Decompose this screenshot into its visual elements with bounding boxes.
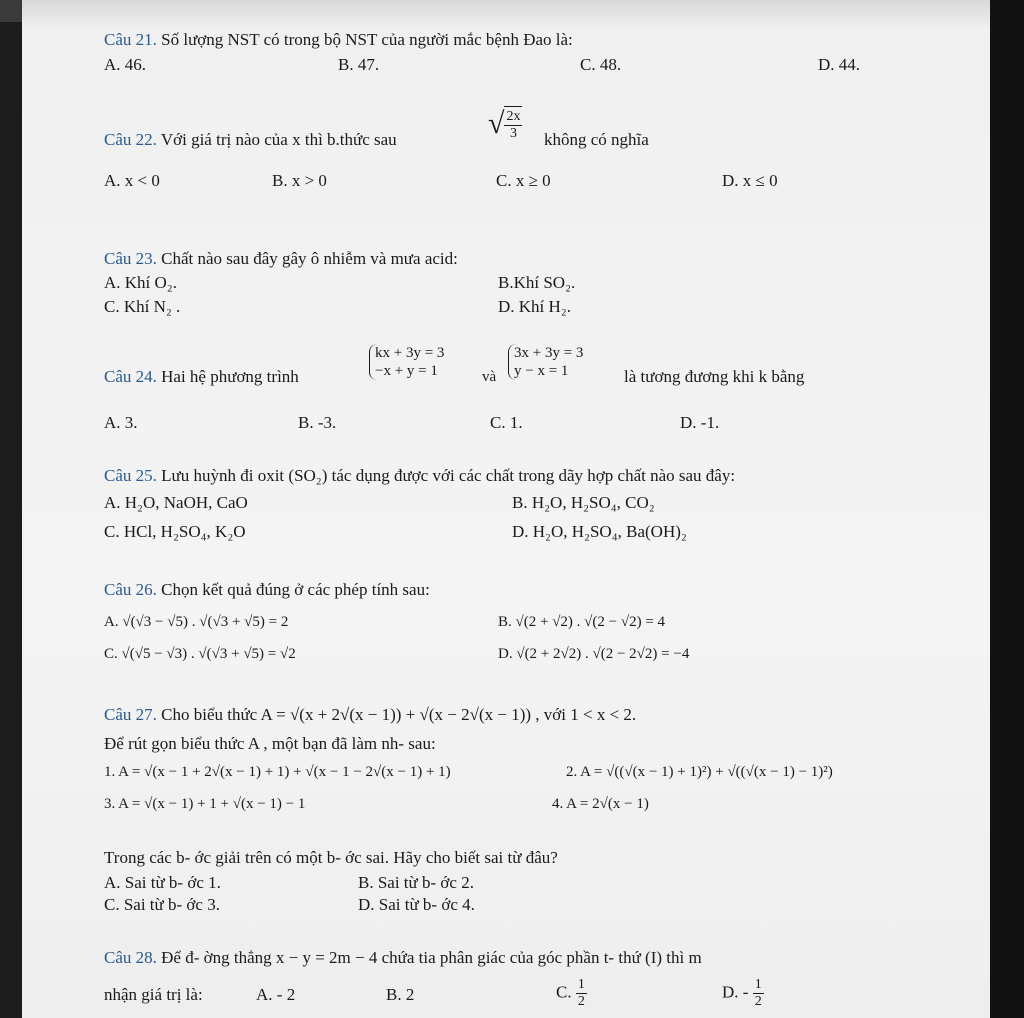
q24-option-d: D. -1.: [680, 413, 720, 432]
q27-option-d: D. Sai từ b- ớc 4.: [358, 895, 475, 914]
q24-text: Hai hệ phương trình: [161, 367, 299, 386]
q22-option-d: D. x ≤ 0: [722, 171, 778, 190]
photo-right-edge: [990, 0, 1024, 1018]
q24-sys2-line2: y − x = 1: [514, 363, 569, 379]
q23-option-a: A. Khí O₂.: [104, 273, 177, 292]
q23-stem: [104, 249, 458, 269]
q22-option-c: C. x ≥ 0: [496, 171, 551, 190]
q24-sys1-line1: kx + 3y = 3: [375, 345, 445, 361]
q23-option-c: C. Khí N₂ .: [104, 297, 181, 316]
q28-option-c-num: 1: [577, 977, 585, 992]
q27-text: Cho biểu thức A = √(x + 2√(x − 1)) + √(x − 2√(x − 1)) , với 1 < x < 2.: [161, 705, 637, 724]
q27-question: Trong các b- ớc giải trên có một b- ớc sai. Hãy cho biết sai từ đâu?: [104, 848, 558, 867]
q27-label: Câu 27.: [104, 705, 157, 724]
q21-option-d: D. 44.: [818, 55, 861, 74]
q27-line2: Để rút gọn biểu thức A , một bạn đã làm nh- sau:: [104, 734, 436, 753]
q21-option-b: B. 47.: [338, 55, 380, 74]
q22-frac-den: 3: [509, 126, 517, 141]
q24-option-c: C. 1.: [490, 413, 523, 432]
q26-text: Chọn kết quả đúng ở các phép tính sau:: [161, 580, 430, 599]
q27-option-c: C. Sai từ b- ớc 3.: [104, 895, 220, 914]
q24-tail: là tương đương khi k bằng: [624, 367, 805, 386]
q21-option-a: A. 46.: [104, 55, 147, 74]
q28-text: Để đ- ờng thẳng x − y = 2m − 4 chứa tia phân giác của góc phần t- thứ (I) thì m: [161, 948, 702, 967]
q27-step-4: 4. A = 2√(x − 1): [552, 796, 649, 812]
q22-option-b: B. x > 0: [272, 171, 327, 190]
q27-step-3: 3. A = √(x − 1) + 1 + √(x − 1) − 1: [104, 796, 306, 812]
q28-option-c-prefix: C.: [556, 982, 572, 1002]
q22-label: Câu 22.: [104, 130, 157, 149]
q24-stem: [104, 367, 299, 387]
q25-stem: [104, 466, 735, 486]
q28-option-a: A. - 2: [256, 985, 296, 1004]
q28-line2: nhận giá trị là:: [104, 985, 203, 1004]
q22-stem: [104, 130, 397, 150]
q25-option-d: D. H₂O, H₂SO₄, Ba(OH)₂: [512, 522, 687, 541]
q27-step-2: 2. A = √((√(x − 1) + 1)²) + √((√(x − 1) − 1)²): [566, 764, 833, 780]
q27-option-b: B. Sai từ b- ớc 2.: [358, 873, 474, 892]
q22-tail: không có nghĩa: [544, 130, 649, 149]
q22-frac-num: 2x: [506, 109, 521, 124]
q26-option-b: B. √(2 + √2) . √(2 − √2) = 4: [498, 614, 666, 630]
q28-option-d: [722, 977, 764, 1015]
q24-sys2-line1: 3x + 3y = 3: [514, 345, 584, 361]
q28-option-c: [556, 977, 587, 1015]
q24-system-2: [505, 344, 583, 388]
q21-text: Số lượng NST có trong bộ NST của người mắc bệnh Đao là:: [161, 30, 573, 49]
q27-option-a: A. Sai từ b- ớc 1.: [104, 873, 221, 892]
q21-option-c: C. 48.: [580, 55, 622, 74]
q23-label: Câu 23.: [104, 249, 157, 268]
q24-option-b: B. -3.: [298, 413, 337, 432]
q28-option-d-prefix: D. -: [722, 982, 749, 1002]
q23-option-b: B.Khí SO₂.: [498, 273, 576, 292]
q26-option-a: A. √(√3 − √5) . √(√3 + √5) = 2: [104, 614, 289, 630]
q24-system-1: [366, 344, 444, 388]
q24-label: Câu 24.: [104, 367, 157, 386]
q25-text: Lưu huỳnh đi oxit (SO₂) tác dụng được với các chất trong dãy hợp chất nào sau đây:: [161, 466, 736, 485]
q25-label: Câu 25.: [104, 466, 157, 485]
q21-stem: [104, 30, 573, 50]
q28-option-b: B. 2: [386, 985, 415, 1004]
q28-option-d-den: 2: [754, 994, 762, 1009]
q22-text: Với giá trị nào của x thì b.thức sau: [160, 130, 397, 149]
q24-sys1-line2: −x + y = 1: [375, 363, 438, 379]
q25-option-a: A. H₂O, NaOH, CaO: [104, 493, 248, 512]
q23-text: Chất nào sau đây gây ô nhiễm và mưa acid:: [161, 249, 458, 268]
q24-and: và: [482, 369, 497, 385]
q24-option-a: A. 3.: [104, 413, 138, 432]
q28-option-d-num: 1: [754, 977, 762, 992]
q25-option-c: C. HCl, H₂SO₄, K₂O: [104, 522, 246, 541]
q26-option-c: C. √(√5 − √3) . √(√3 + √5) = √2: [104, 646, 296, 662]
q22-radical: √ $\frac{2x}{3}$: [488, 107, 521, 141]
q22-option-a: A. x < 0: [104, 171, 160, 190]
q26-stem: [104, 580, 430, 600]
q25-option-b: B. H₂O, H₂SO₄, CO₂: [512, 493, 655, 512]
q28-stem: [104, 948, 702, 968]
q23-option-d: D. Khí H₂.: [498, 297, 571, 316]
q27-stem: [104, 705, 636, 725]
q28-option-c-den: 2: [577, 994, 585, 1009]
q26-label: Câu 26.: [104, 580, 157, 599]
q21-label: Câu 21.: [104, 30, 157, 49]
q26-option-d: D. √(2 + 2√2) . √(2 − 2√2) = −4: [498, 646, 690, 662]
q27-step-1: 1. A = √(x − 1 + 2√(x − 1) + 1) + √(x − 1 − 2√(x − 1) + 1): [104, 764, 451, 780]
q28-label: Câu 28.: [104, 948, 157, 967]
